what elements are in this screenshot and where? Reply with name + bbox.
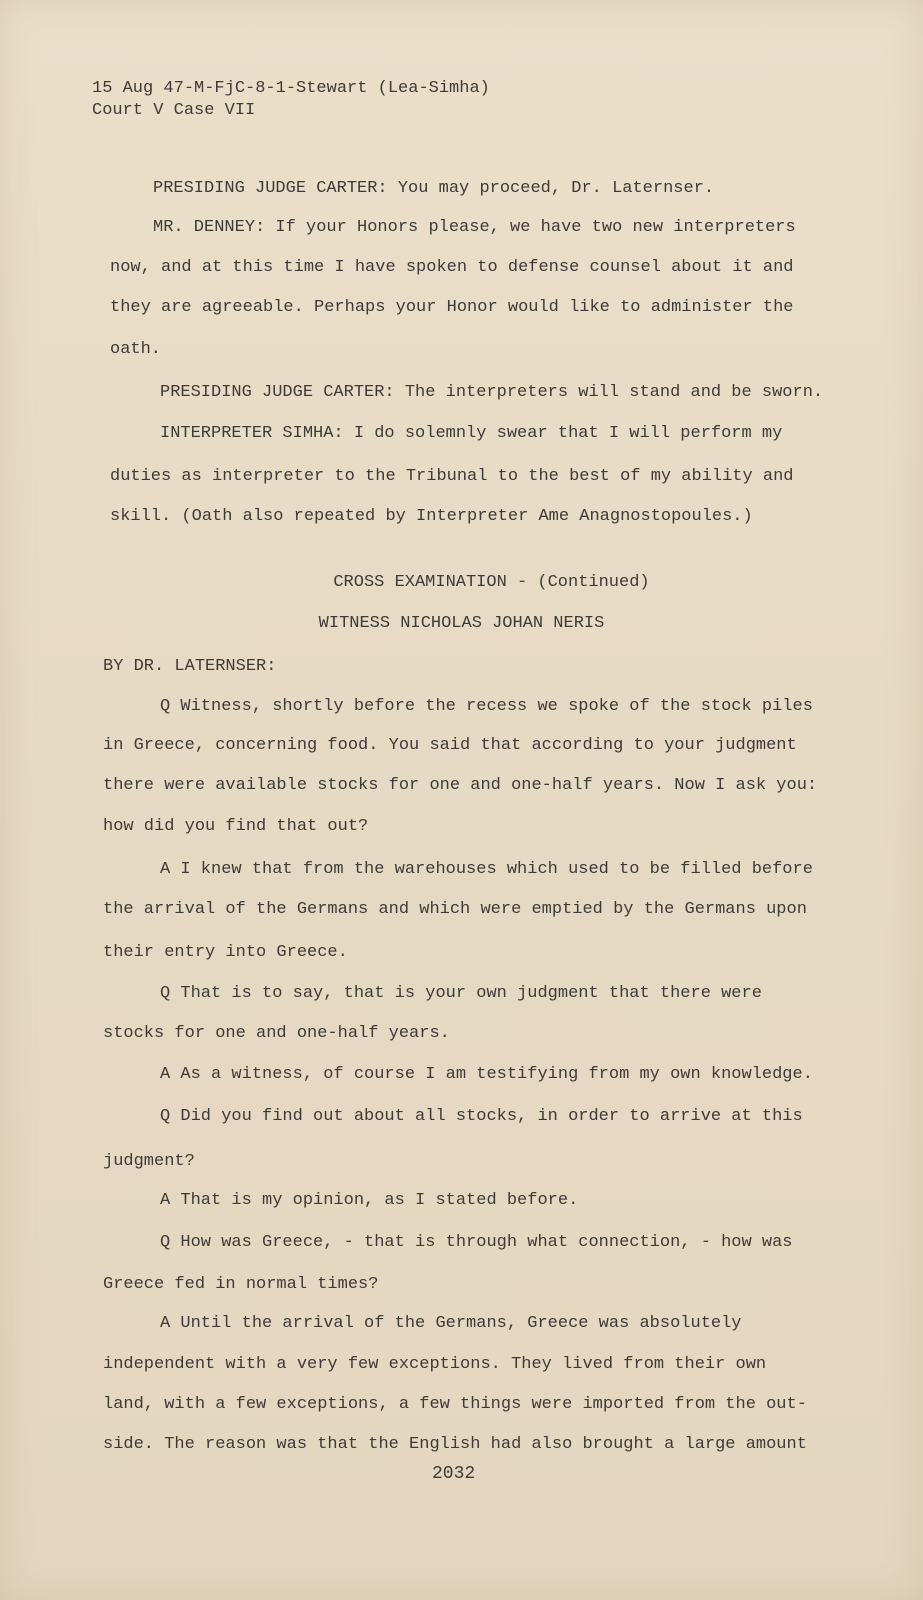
transcript-line: the arrival of the Germans and which were emptied by the Germans upon (103, 900, 807, 919)
transcript-line: land, with a few exceptions, a few things were imported from the out- (103, 1395, 807, 1414)
examiner-line: BY DR. LATERNSER: (103, 657, 277, 676)
question-line: Q How was Greece, - that is through what connection, - how was (160, 1233, 793, 1252)
transcript-line: they are agreeable. Perhaps your Honor would like to administer the (110, 298, 794, 317)
transcript-line: there were available stocks for one and one-half years. Now I ask you: (103, 776, 818, 795)
header-court-case: Court V Case VII (92, 101, 256, 120)
header-reference: 15 Aug 47-M-FjC-8-1-Stewart (Lea-Simha) (92, 79, 490, 98)
transcript-line: oath. (110, 340, 162, 359)
answer-line: A Until the arrival of the Germans, Greece was absolutely (160, 1314, 742, 1333)
transcript-line: MR. DENNEY: If your Honors please, we have two new interpreters (153, 218, 796, 237)
witness-heading: WITNESS NICHOLAS JOHAN NERIS (318, 614, 605, 633)
question-line: Q Did you find out about all stocks, in order to arrive at this (160, 1107, 803, 1126)
transcript-line: side. The reason was that the English had also brought a large amount (103, 1435, 807, 1454)
transcript-line: INTERPRETER SIMHA: I do solemnly swear that I will perform my (160, 424, 783, 443)
transcript-line: now, and at this time I have spoken to defense counsel about it and (110, 258, 794, 277)
answer-line: A As a witness, of course I am testifying from my own knowledge. (160, 1065, 813, 1084)
question-line: Q That is to say, that is your own judgment that there were (160, 984, 762, 1003)
transcript-line: in Greece, concerning food. You said that according to your judgment (103, 736, 797, 755)
question-line: Q Witness, shortly before the recess we spoke of the stock piles (160, 697, 813, 716)
transcript-line: PRESIDING JUDGE CARTER: You may proceed, Dr. Laternser. (153, 179, 715, 198)
transcript-line: Greece fed in normal times? (103, 1275, 379, 1294)
answer-line: A That is my opinion, as I stated before. (160, 1191, 579, 1210)
transcript-line: how did you find that out? (103, 817, 369, 836)
transcript-line: judgment? (103, 1152, 195, 1171)
transcript-line: stocks for one and one-half years. (103, 1024, 450, 1043)
section-heading: CROSS EXAMINATION - (Continued) (333, 573, 650, 592)
transcript-line: skill. (Oath also repeated by Interpreter Ame Anagnostopoules.) (110, 507, 753, 526)
transcript-line: duties as interpreter to the Tribunal to the best of my ability and (110, 467, 794, 486)
answer-line: A I knew that from the warehouses which used to be filled before (160, 860, 813, 879)
transcript-line: their entry into Greece. (103, 943, 348, 962)
page-number: 2032 (432, 1464, 476, 1484)
transcript-line: PRESIDING JUDGE CARTER: The interpreters will stand and be sworn. (160, 383, 824, 402)
transcript-line: independent with a very few exceptions. They lived from their own (103, 1355, 767, 1374)
